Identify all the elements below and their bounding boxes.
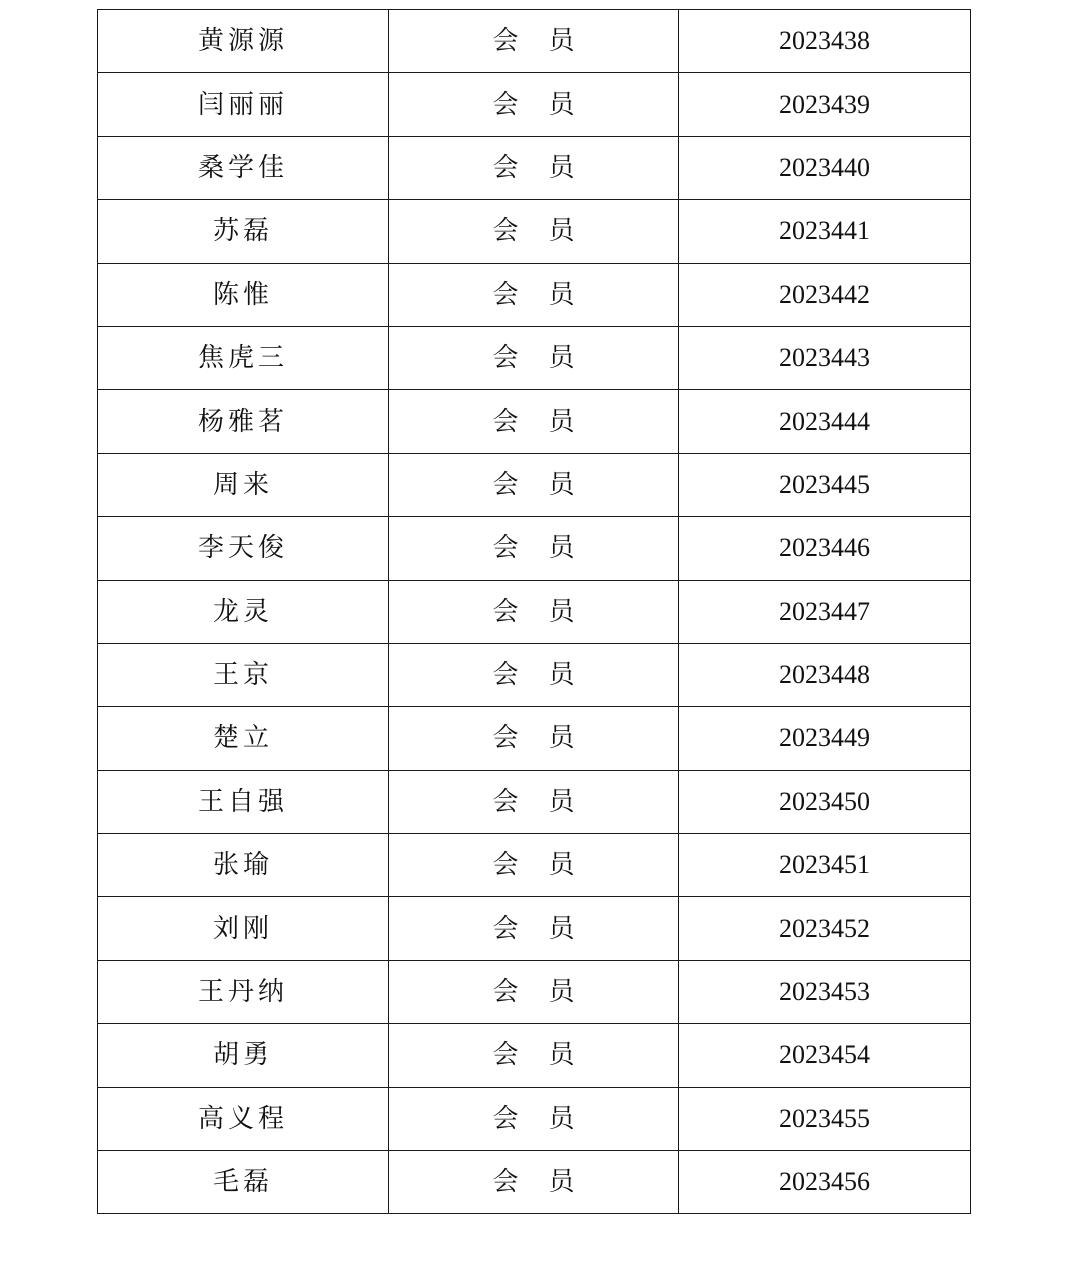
table-row <box>98 897 971 960</box>
table-row <box>98 136 971 199</box>
member-id-cell: 2023456 <box>679 1151 971 1214</box>
member-role-cell: 会员 <box>389 263 679 326</box>
member-roster-table <box>97 9 971 1214</box>
member-role-cell: 会员 <box>389 1087 679 1150</box>
member-roster-body <box>98 10 971 1214</box>
member-name-cell: 杨雅茗 <box>98 390 389 453</box>
table-row <box>98 707 971 770</box>
member-name-cell: 苏磊 <box>98 200 389 263</box>
member-id-cell: 2023446 <box>679 517 971 580</box>
member-name-cell: 闫丽丽 <box>98 73 389 136</box>
table-row <box>98 1024 971 1087</box>
member-role-cell: 会员 <box>389 200 679 263</box>
member-id-cell: 2023453 <box>679 960 971 1023</box>
table-row <box>98 1151 971 1214</box>
table-row <box>98 580 971 643</box>
member-id-cell: 2023444 <box>679 390 971 453</box>
member-name-cell: 毛磊 <box>98 1151 389 1214</box>
table-row <box>98 10 971 73</box>
member-role-cell: 会员 <box>389 453 679 516</box>
member-name-cell: 李天俊 <box>98 517 389 580</box>
member-id-cell: 2023450 <box>679 770 971 833</box>
table-row <box>98 834 971 897</box>
member-name-cell: 楚立 <box>98 707 389 770</box>
member-name-cell: 王自强 <box>98 770 389 833</box>
member-name-cell: 陈惟 <box>98 263 389 326</box>
table-row <box>98 960 971 1023</box>
member-role-cell: 会员 <box>389 136 679 199</box>
member-role-cell: 会员 <box>389 73 679 136</box>
table-row <box>98 73 971 136</box>
member-role-cell: 会员 <box>389 580 679 643</box>
member-role-cell: 会员 <box>389 643 679 706</box>
member-name-cell: 刘刚 <box>98 897 389 960</box>
member-role-cell: 会员 <box>389 10 679 73</box>
member-role-cell: 会员 <box>389 326 679 389</box>
member-id-cell: 2023439 <box>679 73 971 136</box>
member-id-cell: 2023445 <box>679 453 971 516</box>
table-row <box>98 517 971 580</box>
table-row <box>98 326 971 389</box>
table-row <box>98 390 971 453</box>
member-role-cell: 会员 <box>389 834 679 897</box>
table-row <box>98 263 971 326</box>
member-id-cell: 2023442 <box>679 263 971 326</box>
member-id-cell: 2023440 <box>679 136 971 199</box>
member-id-cell: 2023454 <box>679 1024 971 1087</box>
member-name-cell: 周来 <box>98 453 389 516</box>
member-role-cell: 会员 <box>389 390 679 453</box>
member-id-cell: 2023441 <box>679 200 971 263</box>
member-name-cell: 王京 <box>98 643 389 706</box>
member-role-cell: 会员 <box>389 897 679 960</box>
member-id-cell: 2023452 <box>679 897 971 960</box>
member-name-cell: 张瑜 <box>98 834 389 897</box>
member-role-cell: 会员 <box>389 517 679 580</box>
member-id-cell: 2023455 <box>679 1087 971 1150</box>
table-row <box>98 1087 971 1150</box>
table-row <box>98 643 971 706</box>
table-row <box>98 200 971 263</box>
member-name-cell: 龙灵 <box>98 580 389 643</box>
member-id-cell: 2023451 <box>679 834 971 897</box>
member-role-cell: 会员 <box>389 707 679 770</box>
member-name-cell: 桑学佳 <box>98 136 389 199</box>
table-row <box>98 453 971 516</box>
table-row <box>98 770 971 833</box>
member-name-cell: 黄源源 <box>98 10 389 73</box>
member-name-cell: 高义程 <box>98 1087 389 1150</box>
member-name-cell: 胡勇 <box>98 1024 389 1087</box>
member-role-cell: 会员 <box>389 960 679 1023</box>
member-role-cell: 会员 <box>389 1151 679 1214</box>
member-id-cell: 2023438 <box>679 10 971 73</box>
member-id-cell: 2023443 <box>679 326 971 389</box>
member-name-cell: 王丹纳 <box>98 960 389 1023</box>
member-id-cell: 2023448 <box>679 643 971 706</box>
member-name-cell: 焦虎三 <box>98 326 389 389</box>
member-role-cell: 会员 <box>389 770 679 833</box>
member-id-cell: 2023449 <box>679 707 971 770</box>
member-id-cell: 2023447 <box>679 580 971 643</box>
member-role-cell: 会员 <box>389 1024 679 1087</box>
